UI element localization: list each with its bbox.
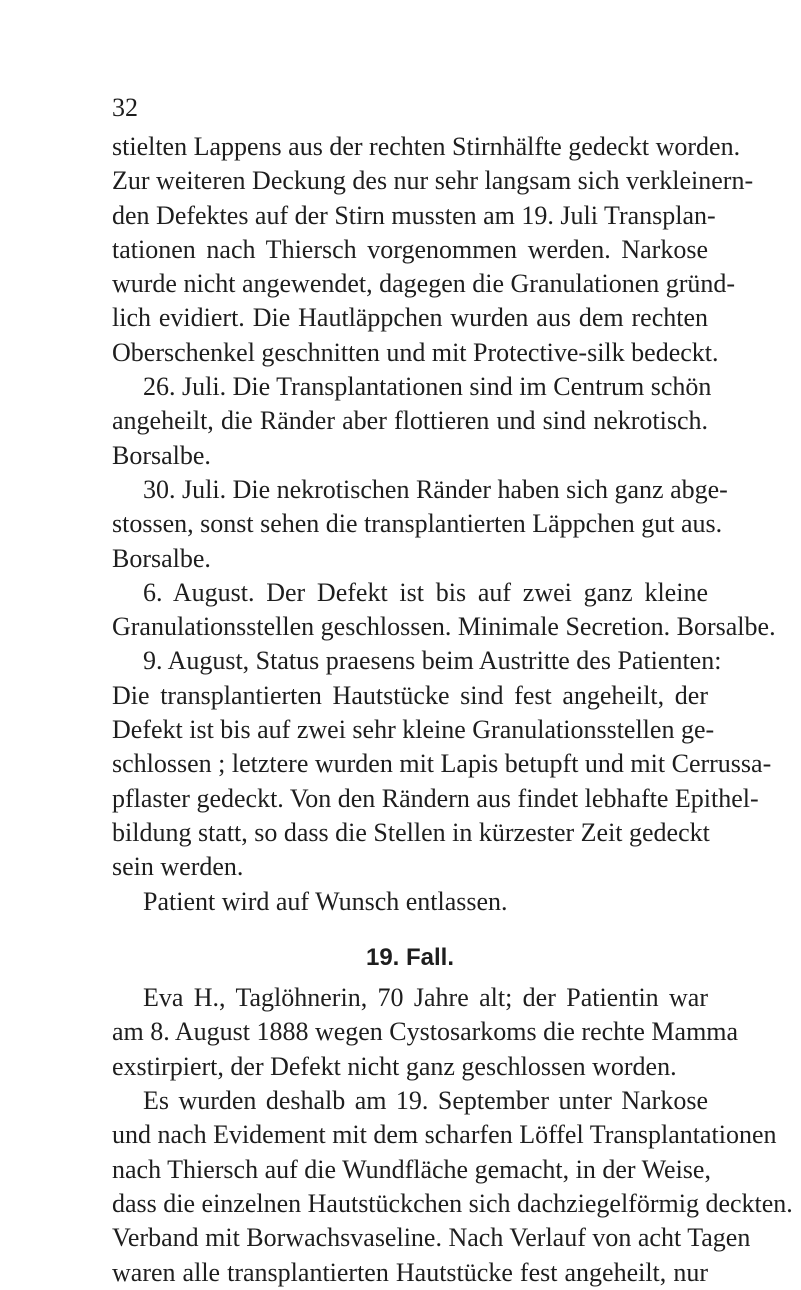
text-line: dass die einzelnen Hautstückchen sich dachziegelförmig deckten. bbox=[112, 1188, 793, 1218]
text-line: Eva H., Taglöhnerin, 70 Jahre alt; der Patientin war bbox=[143, 983, 708, 1013]
text-line: lich evidiert. Die Hautläppchen wurden aus dem rechten bbox=[112, 303, 708, 333]
text-line: den Defektes auf der Stirn mussten am 19. Juli Transplan- bbox=[112, 200, 716, 230]
text-line: Granulationsstellen geschlossen. Minimale Secretion. Borsalbe. bbox=[112, 612, 776, 642]
text-line: Zur weiteren Deckung des nur sehr langsam sich verkleinern- bbox=[112, 166, 754, 196]
text-line: Die transplantierten Hautstücke sind fest angeheilt, der bbox=[112, 680, 708, 710]
paragraph-case-treatment bbox=[112, 1084, 793, 1290]
paragraph-continuation bbox=[112, 130, 754, 370]
text-line: waren alle transplantierten Hautstücke fest angeheilt, nur bbox=[112, 1257, 708, 1287]
text-line: 26. Juli. Die Transplantationen sind im Centrum schön bbox=[143, 372, 712, 402]
page-number: 32 bbox=[112, 93, 138, 122]
paragraph-discharge bbox=[112, 885, 708, 919]
text-line: Borsalbe. bbox=[112, 543, 211, 573]
text-line: sein werden. bbox=[112, 852, 244, 882]
text-column bbox=[112, 130, 793, 1290]
text-line: Defekt ist bis auf zwei sehr kleine Granulationsstellen ge- bbox=[112, 715, 715, 745]
text-line: und nach Evidement mit dem scharfen Löffel Transplantationen bbox=[112, 1120, 777, 1150]
paragraph-august-9 bbox=[112, 644, 772, 884]
text-line: pflaster gedeckt. Von den Rändern aus findet lebhafte Epithel- bbox=[112, 783, 759, 813]
text-line: angeheilt, die Ränder aber flottieren und sind nekrotisch. bbox=[112, 406, 708, 436]
text-line: Patient wird auf Wunsch entlassen. bbox=[143, 886, 508, 916]
text-line: exstirpiert, der Defekt nicht ganz geschlossen worden. bbox=[112, 1051, 677, 1081]
text-line: wurde nicht angewendet, dagegen die Granulationen gründ- bbox=[112, 269, 736, 299]
text-line: Es wurden deshalb am 19. September unter Narkose bbox=[143, 1086, 708, 1116]
paragraph-case-intro bbox=[112, 981, 739, 1084]
text-line: 6. August. Der Defekt ist bis auf zwei ganz kleine bbox=[143, 577, 708, 607]
text-line: Borsalbe. bbox=[112, 440, 211, 470]
text-line: Oberschenkel geschnitten und mit Protective-silk bedeckt. bbox=[112, 337, 719, 367]
text-line: 30. Juli. Die nekrotischen Ränder haben sich ganz abge- bbox=[143, 474, 728, 504]
paragraph-august-6 bbox=[112, 576, 776, 645]
text-line: schlossen ; letztere wurden mit Lapis betupft und mit Cerrussa- bbox=[112, 749, 772, 779]
text-line: 9. August, Status praesens beim Austritte des Patienten: bbox=[143, 646, 722, 676]
text-line: stossen, sonst sehen die transplantierten Läppchen gut aus. bbox=[112, 509, 723, 539]
text-line: stielten Lappens aus der rechten Stirnhälfte gedeckt worden. bbox=[112, 132, 741, 161]
text-line: tationen nach Thiersch vorgenommen werden. Narkose bbox=[112, 234, 708, 264]
paragraph-july-30 bbox=[112, 473, 728, 576]
paragraph-july-26 bbox=[112, 370, 712, 473]
text-line: Verband mit Borwachsvaseline. Nach Verlauf von acht Tagen bbox=[112, 1223, 751, 1253]
text-line: nach Thiersch auf die Wundfläche gemacht, in der Weise, bbox=[112, 1154, 711, 1184]
text-line: bildung statt, so dass die Stellen in kürzester Zeit gedeckt bbox=[112, 817, 710, 847]
text-line: am 8. August 1888 wegen Cystosarkoms die rechte Mamma bbox=[112, 1017, 739, 1047]
case-heading: 19. Fall. bbox=[365, 943, 455, 971]
